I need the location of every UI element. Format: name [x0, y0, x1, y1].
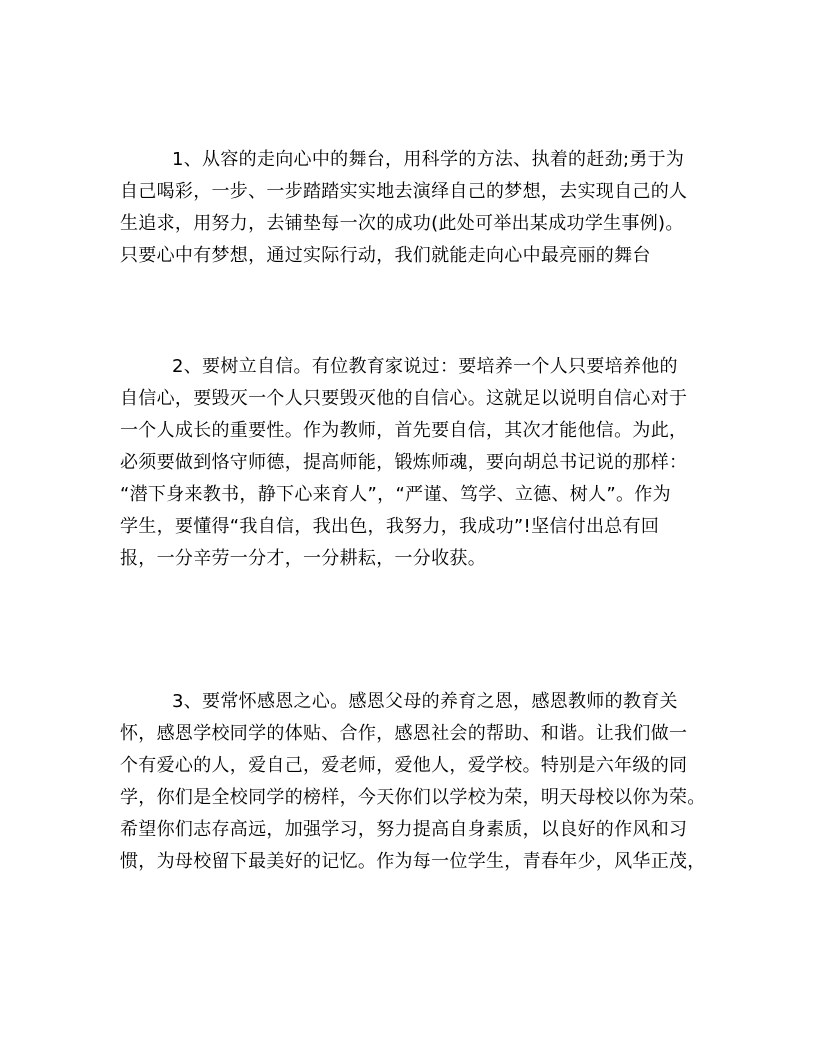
- paragraph-line: 自信心，要毁灭一个人只要毁灭他的自信心。这就足以说明自信心对于: [120, 388, 688, 409]
- paragraph-line: 学，你们是全校同学的榜样，今天你们以学校为荣，明天母校以你为荣。: [120, 787, 706, 808]
- paragraph-line: 自己喝彩，一步、一步踏踏实实地去演绎自己的梦想，去实现自己的人: [120, 181, 688, 202]
- paragraph-line: 3、要常怀感恩之心。感恩父母的养育之恩，感恩教师的教育关: [172, 691, 678, 712]
- paragraph-line: “潜下身来教书，静下心来育人”，“严谨、笃学、立德、树人”。作为: [120, 484, 671, 505]
- paragraph-line: 必须要做到恪守师德，提高师能，锻炼师魂，要向胡总书记说的那样：: [120, 452, 688, 473]
- paragraph-line: 希望你们志存高远，加强学习，努力提高自身素质，以良好的作风和习: [120, 819, 688, 840]
- paragraph-3: [120, 686, 706, 878]
- paragraph-line: 1、从容的走向心中的舞台，用科学的方法、执着的赶劲;勇于为: [172, 149, 685, 170]
- paragraph-2: [120, 351, 700, 575]
- paragraph-line: 只要心中有梦想，通过实际行动，我们就能走向心中最亮丽的舞台: [120, 245, 651, 266]
- paragraph-line: 怀，感恩学校同学的体贴、合作，感恩社会的帮助、和谐。让我们做一: [120, 723, 688, 744]
- paragraph-line: 报，一分辛劳一分才，一分耕耘，一分收获。: [120, 548, 486, 569]
- paragraph-line: 2、要树立自信。有位教育家说过：要培养一个人只要培养他的: [172, 356, 678, 377]
- paragraph-line: 学生，要懂得“我自信，我出色，我努力，我成功”!坚信付出总有回: [120, 516, 660, 537]
- paragraph-line: 惯，为母校留下最美好的记忆。作为每一位学生，青春年少，风华正茂，: [120, 851, 706, 872]
- paragraph-line: 生追求，用努力，去铺垫每一次的成功(此处可举出某成功学生事例)。: [120, 213, 684, 234]
- paragraph-line: 个有爱心的人，爱自己，爱老师，爱他人，爱学校。特别是六年级的同: [120, 755, 688, 776]
- paragraph-1: [120, 144, 700, 272]
- paragraph-line: 一个人成长的重要性。作为教师，首先要自信，其次才能他信。为此，: [120, 420, 688, 441]
